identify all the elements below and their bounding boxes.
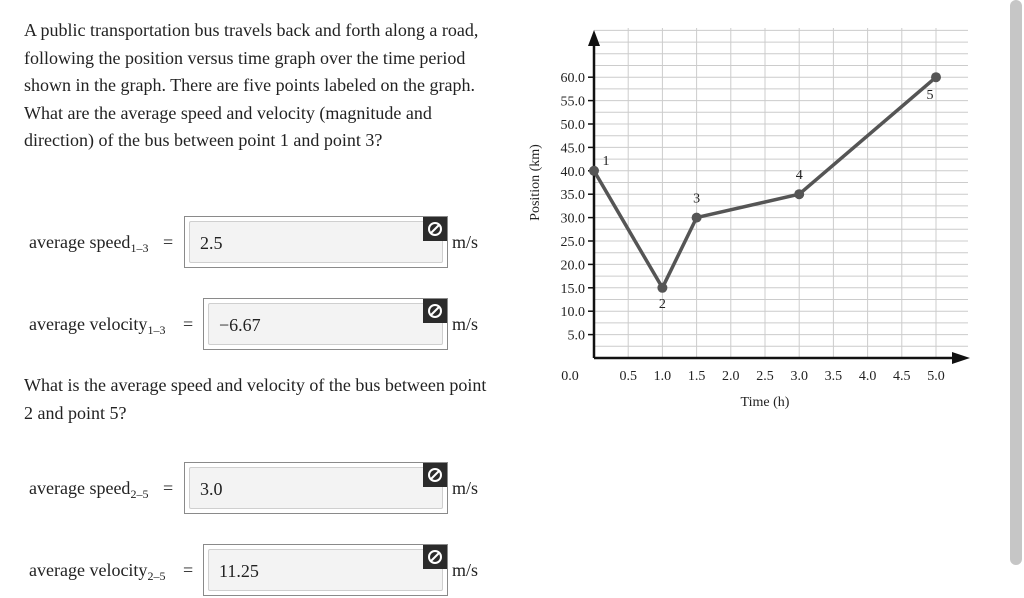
- x-axis-label: Time (h): [740, 395, 790, 410]
- answer-input-box: [184, 216, 448, 268]
- data-point: [794, 189, 804, 199]
- scrollbar[interactable]: [1010, 0, 1022, 565]
- x-tick-label: 1.0: [653, 369, 672, 384]
- answer-input-box: [203, 298, 448, 350]
- y-axis-label: Position (km): [528, 144, 543, 221]
- equals-sign: =: [163, 232, 174, 252]
- y-tick-label: 40.0: [560, 164, 585, 180]
- average-speed-1-3-input[interactable]: 2.5: [189, 221, 443, 263]
- answer-subscript: 1–3: [130, 241, 149, 255]
- y-tick-label: 60.0: [560, 71, 585, 87]
- answer-label: [29, 478, 148, 502]
- y-tick-label: 10.0: [560, 305, 585, 321]
- unit-label: m/s: [452, 560, 479, 580]
- disabled-circle-icon: [423, 217, 447, 241]
- y-tick-label: 20.0: [560, 258, 585, 274]
- disabled-circle-icon: [423, 299, 447, 323]
- question-1-text: A public transportation bus travels back and forth along a road, following the position versus time graph over the time period shown in the graph. There are five points labeled on the graph. What are the average speed and velocity (magnitude and direction) of the bus between point 1 and point 3?: [24, 20, 479, 150]
- answer-label-text: average velocity: [29, 560, 148, 580]
- y-tick-label: 50.0: [560, 118, 585, 133]
- y-axis-arrow: [588, 30, 600, 46]
- x-tick-label: 2.0: [722, 369, 740, 384]
- unit-label: m/s: [452, 232, 479, 252]
- average-velocity-1-3-input[interactable]: −6.67: [208, 303, 443, 345]
- x-axis-arrow: [952, 352, 970, 364]
- position-time-chart: [520, 20, 980, 420]
- x-tick-label: 0.0: [561, 369, 579, 384]
- y-tick-label: 15.0: [560, 281, 585, 297]
- answer-label-text: average speed: [29, 232, 131, 252]
- data-point: [692, 213, 702, 223]
- answer-label-text: average velocity: [29, 314, 148, 334]
- x-tick-label: 0.5: [619, 369, 637, 384]
- data-point-label: 2: [658, 296, 666, 312]
- data-point-label: 4: [795, 168, 803, 184]
- unit-label: m/s: [452, 478, 479, 498]
- data-point: [589, 166, 599, 176]
- average-speed-2-5-input[interactable]: 3.0: [189, 467, 443, 509]
- data-point-label: 5: [926, 88, 934, 104]
- data-point: [931, 72, 941, 82]
- answer-subscript: 2–5: [130, 487, 149, 501]
- unit-label: m/s: [452, 314, 479, 334]
- x-tick-label: 3.5: [824, 369, 843, 384]
- x-tick-label: 3.0: [790, 369, 808, 384]
- average-velocity-2-5-input[interactable]: 11.25: [208, 549, 443, 591]
- x-tick-label: 5.0: [927, 369, 945, 384]
- answer-label: [29, 560, 165, 584]
- data-point: [657, 283, 667, 293]
- y-tick-label: 30.0: [560, 211, 585, 227]
- data-point-label: 1: [602, 153, 610, 169]
- y-tick-label: 45.0: [560, 141, 585, 157]
- answer-subscript: 1–3: [147, 323, 166, 337]
- y-tick-label: 25.0: [560, 235, 585, 250]
- answer-input-box: [184, 462, 448, 514]
- y-tick-label: 35.0: [560, 188, 585, 204]
- answer-label: [29, 314, 165, 338]
- disabled-circle-icon: [423, 545, 447, 569]
- equals-sign: =: [163, 478, 174, 498]
- question-2-text: What is the average speed and velocity of the bus between point 2 and point 5?: [24, 375, 487, 423]
- answer-label: [29, 232, 148, 256]
- x-tick-label: 4.5: [893, 369, 911, 384]
- y-tick-label: 5.0: [567, 328, 585, 344]
- equals-sign: =: [183, 314, 194, 334]
- answer-input-box: [203, 544, 448, 596]
- answer-subscript: 2–5: [147, 569, 166, 583]
- data-point-label: 3: [693, 191, 701, 207]
- x-tick-label: 2.5: [756, 369, 774, 384]
- equals-sign: =: [183, 560, 194, 580]
- disabled-circle-icon: [423, 463, 447, 487]
- answer-label-text: average speed: [29, 478, 131, 498]
- y-tick-label: 55.0: [560, 94, 585, 110]
- x-tick-label: 4.0: [858, 369, 877, 384]
- x-tick-label: 1.5: [687, 369, 706, 384]
